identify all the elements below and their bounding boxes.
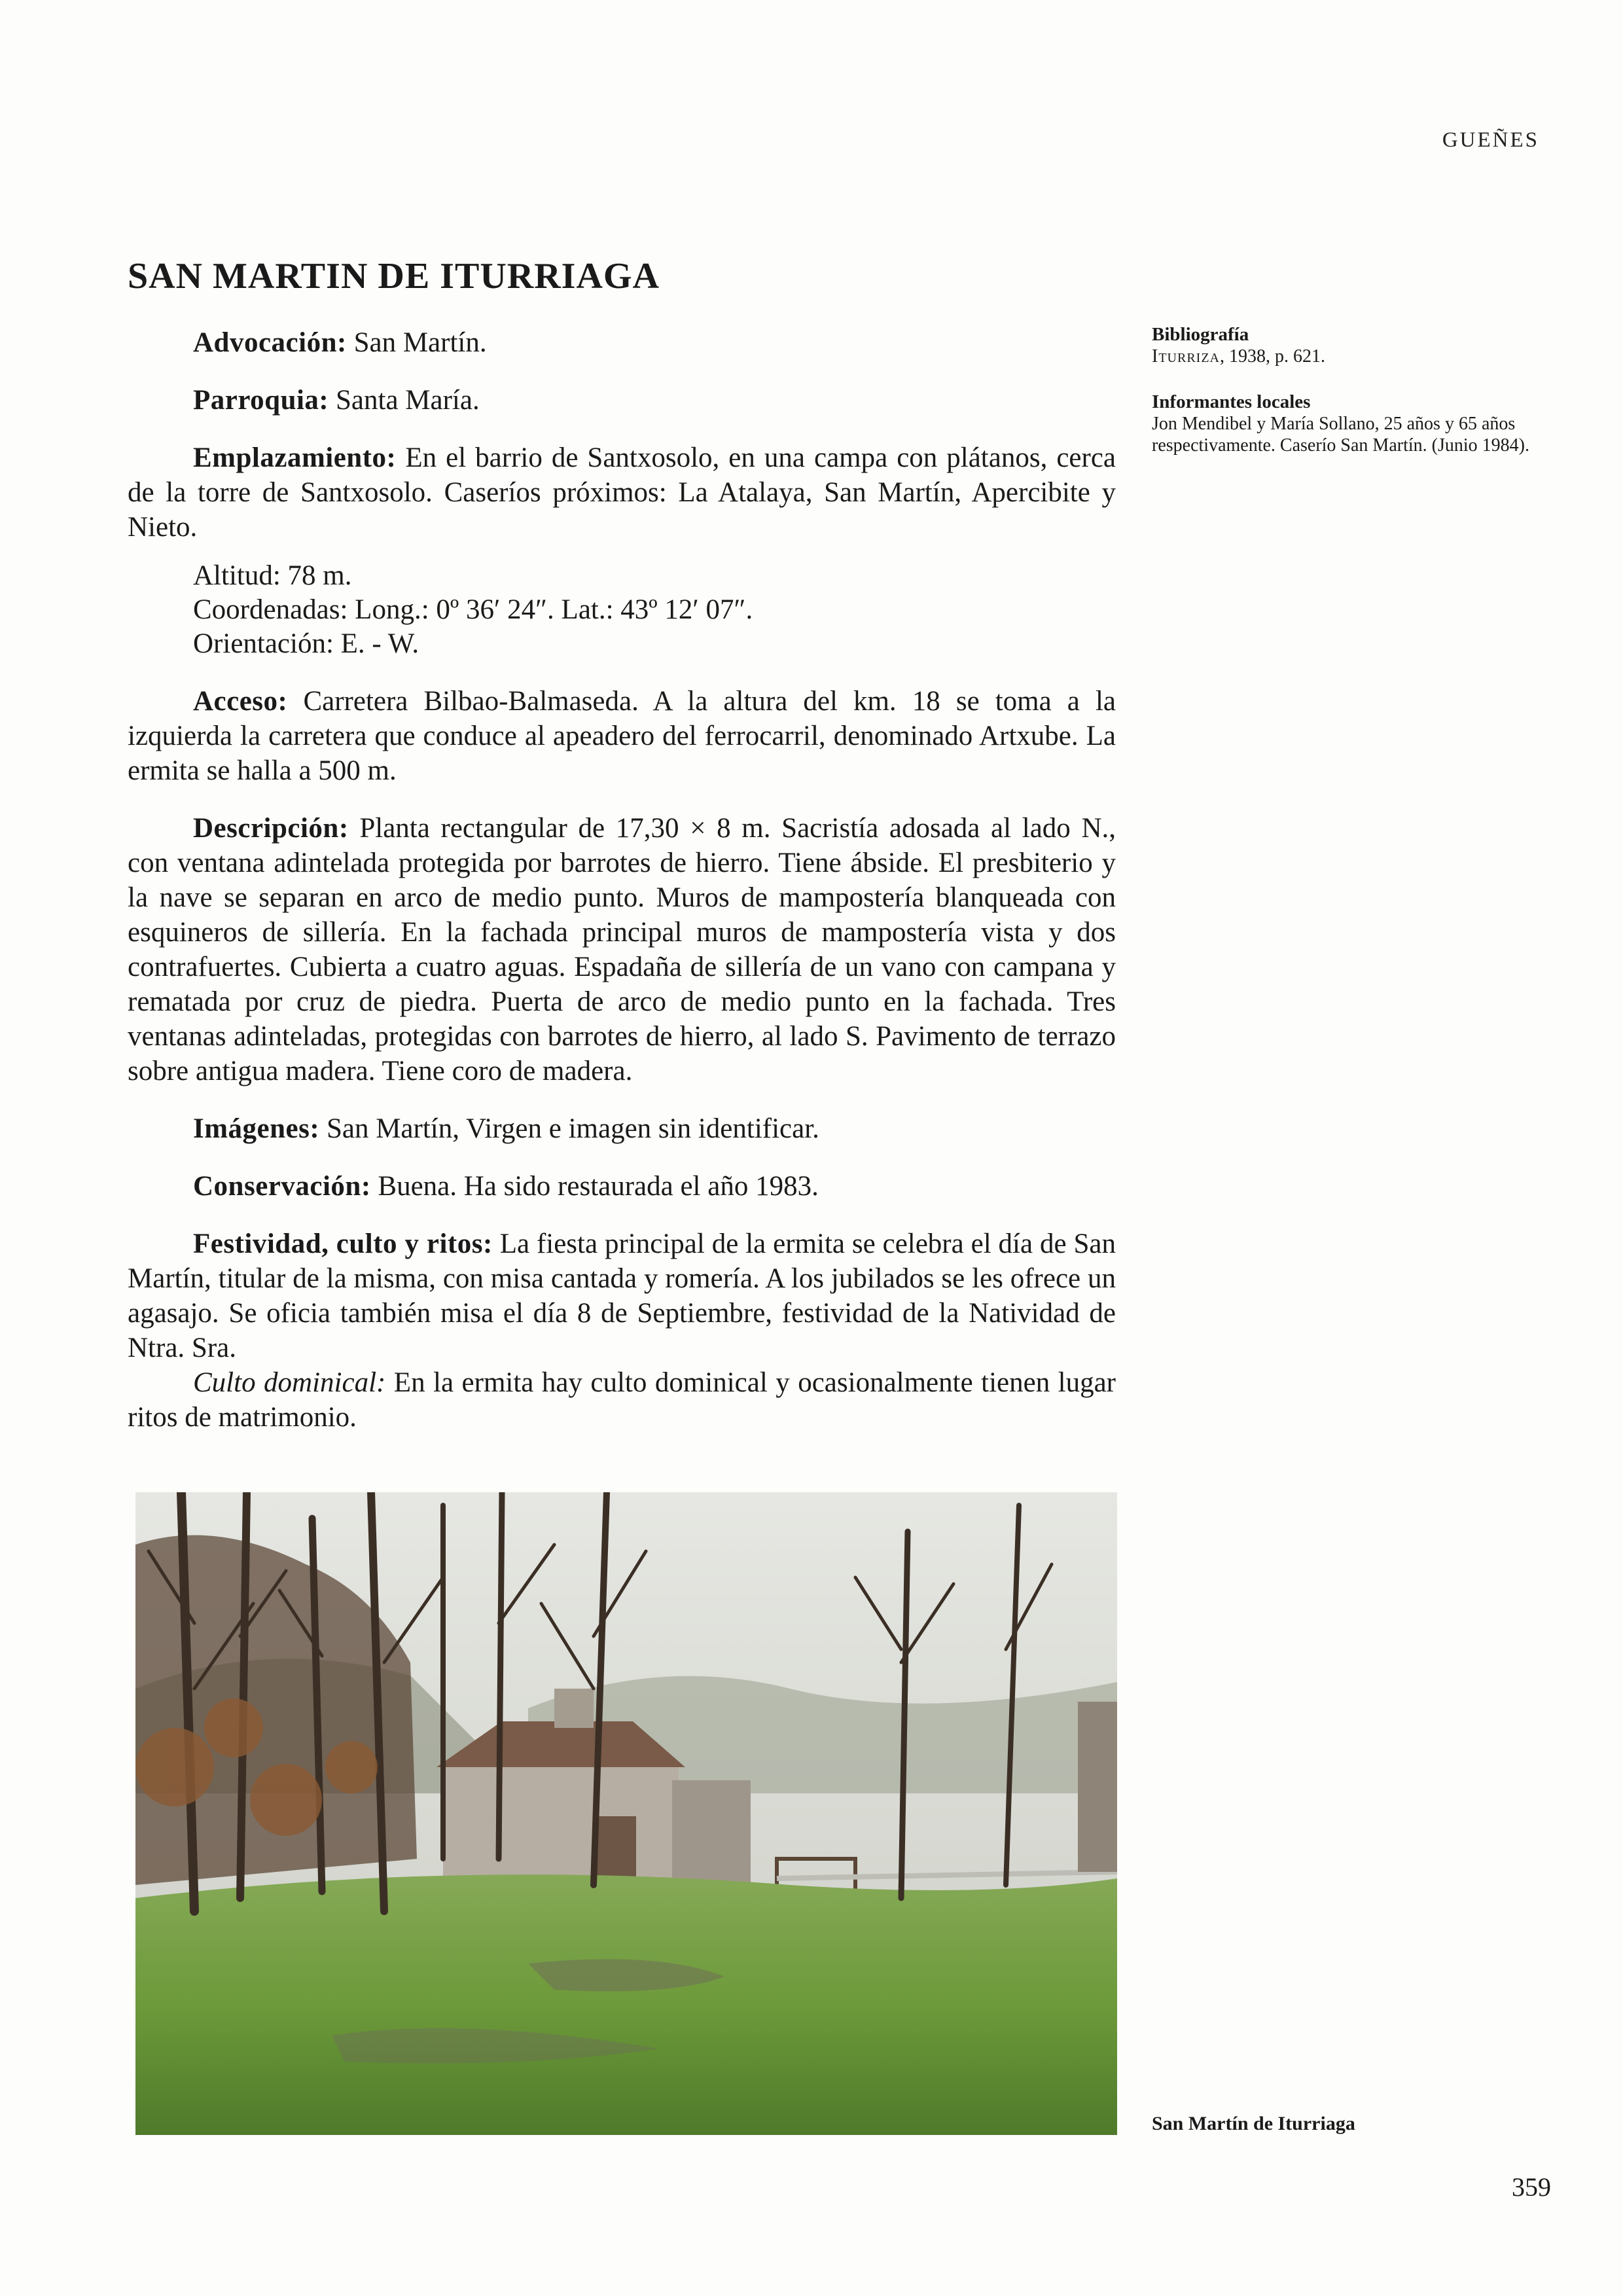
altitud-line: Altitud: 78 m. xyxy=(193,560,352,591)
acceso-text: Carretera Bilbao-Balmaseda. A la altura del km. 18 se toma a la izquierda la carretera que conduce al apeadero del ferrocarril, denominado Artxube. La ermita se halla a 500 m. xyxy=(128,686,1116,786)
informantes-heading: Informantes locales xyxy=(1152,391,1311,412)
chapel-belfry xyxy=(554,1689,594,1728)
acceso-label: Acceso: xyxy=(193,686,288,717)
imagenes-paragraph xyxy=(128,1111,1116,1146)
advocacion-label: Advocación: xyxy=(193,327,347,358)
culto-dominical-text: En la ermita hay culto dominical y ocasionalmente tienen lugar ritos de matrimonio. xyxy=(128,1367,1116,1433)
conservacion-text: Buena. Ha sido restaurada el año 1983. xyxy=(370,1171,819,1202)
photo-caption: San Martín de Iturriaga xyxy=(1152,2113,1355,2134)
emplazamiento-label: Emplazamiento: xyxy=(193,442,397,473)
page-title: SAN MARTIN DE ITURRIAGA xyxy=(128,256,660,296)
parroquia-text: Santa María. xyxy=(329,385,480,416)
bibliografia-heading: Bibliografía xyxy=(1152,324,1249,345)
main-text xyxy=(128,325,1116,1458)
bibliografia-ref: , 1938, p. 621. xyxy=(1219,346,1325,367)
coordenadas-line: Coordenadas: Long.: 0º 36′ 24″. Lat.: 43º 12′ 07″. xyxy=(193,594,753,625)
page-number: 359 xyxy=(1512,2172,1551,2202)
parroquia-label: Parroquia: xyxy=(193,385,329,416)
descripcion-text: Planta rectangular de 17,30 × 8 m. Sacristía adosada al lado N., con ventana adintelada protegida por barrotes de hierro. Tiene ábside. El presbiterio y la nave se separan en arco de medio punto. Muros de mampostería blanqueada con esquineros de sillería. En la fachada principal muros de mampostería vista y dos contrafuertes. Cubierta a cuatro aguas. Espadaña de sillería de un vano con campana y rematada por cruz de piedra. Puerta de arco de medio punto en la fachada. Tres ventanas adinteladas, protegidas con barrotes de hierro, al lado S. Pavimento de terrazo sobre antigua madera. Tiene coro de madera. xyxy=(128,813,1116,1086)
sidebar-notes xyxy=(1152,323,1544,480)
parroquia-paragraph xyxy=(128,383,1116,418)
emplazamiento-text: En el barrio de Santxosolo, en una campa con plátanos, cerca de la torre de Santxosolo. Caseríos próximos: La Atalaya, San Martín, Apercibite y Nieto. xyxy=(128,442,1116,543)
advocacion-paragraph xyxy=(128,325,1116,360)
festividad-text: La fiesta principal de la ermita se celebra el día de San Martín, titular de la misma, con misa cantada y romería. A los jubilados se les ofrece un agasajo. Se oficia también misa el día 8 de Septiembre, festividad de la Natividad de Ntra. Sra. xyxy=(128,1229,1116,1363)
orientacion-line: Orientación: E. - W. xyxy=(193,628,419,659)
culto-dominical-label: Culto dominical: xyxy=(193,1367,386,1398)
hermitage-photo xyxy=(135,1492,1117,2135)
informantes-text: Jon Mendibel y María Sollano, 25 años y 65 años respectivamente. Caserío San Martín. (Junio 1984). xyxy=(1152,414,1529,456)
culto-dominical-paragraph xyxy=(128,1365,1116,1435)
conservacion-paragraph xyxy=(128,1169,1116,1204)
imagenes-label: Imágenes: xyxy=(193,1113,320,1144)
running-head: GUEÑES xyxy=(1442,128,1539,152)
advocacion-text: San Martín. xyxy=(346,327,487,358)
festividad-paragraph xyxy=(128,1227,1116,1365)
descripcion-label: Descripción: xyxy=(193,813,349,844)
descripcion-paragraph xyxy=(128,811,1116,1088)
festividad-label: Festividad, culto y ritos: xyxy=(193,1229,493,1259)
bibliografia-entry xyxy=(1152,346,1544,367)
emplazamiento-paragraph xyxy=(128,440,1116,545)
bibliografia-author: Iturriza xyxy=(1152,346,1220,367)
conservacion-label: Conservación: xyxy=(193,1171,371,1202)
location-data xyxy=(193,559,1116,661)
acceso-paragraph xyxy=(128,684,1116,788)
imagenes-text: San Martín, Virgen e imagen sin identificar. xyxy=(319,1113,819,1144)
